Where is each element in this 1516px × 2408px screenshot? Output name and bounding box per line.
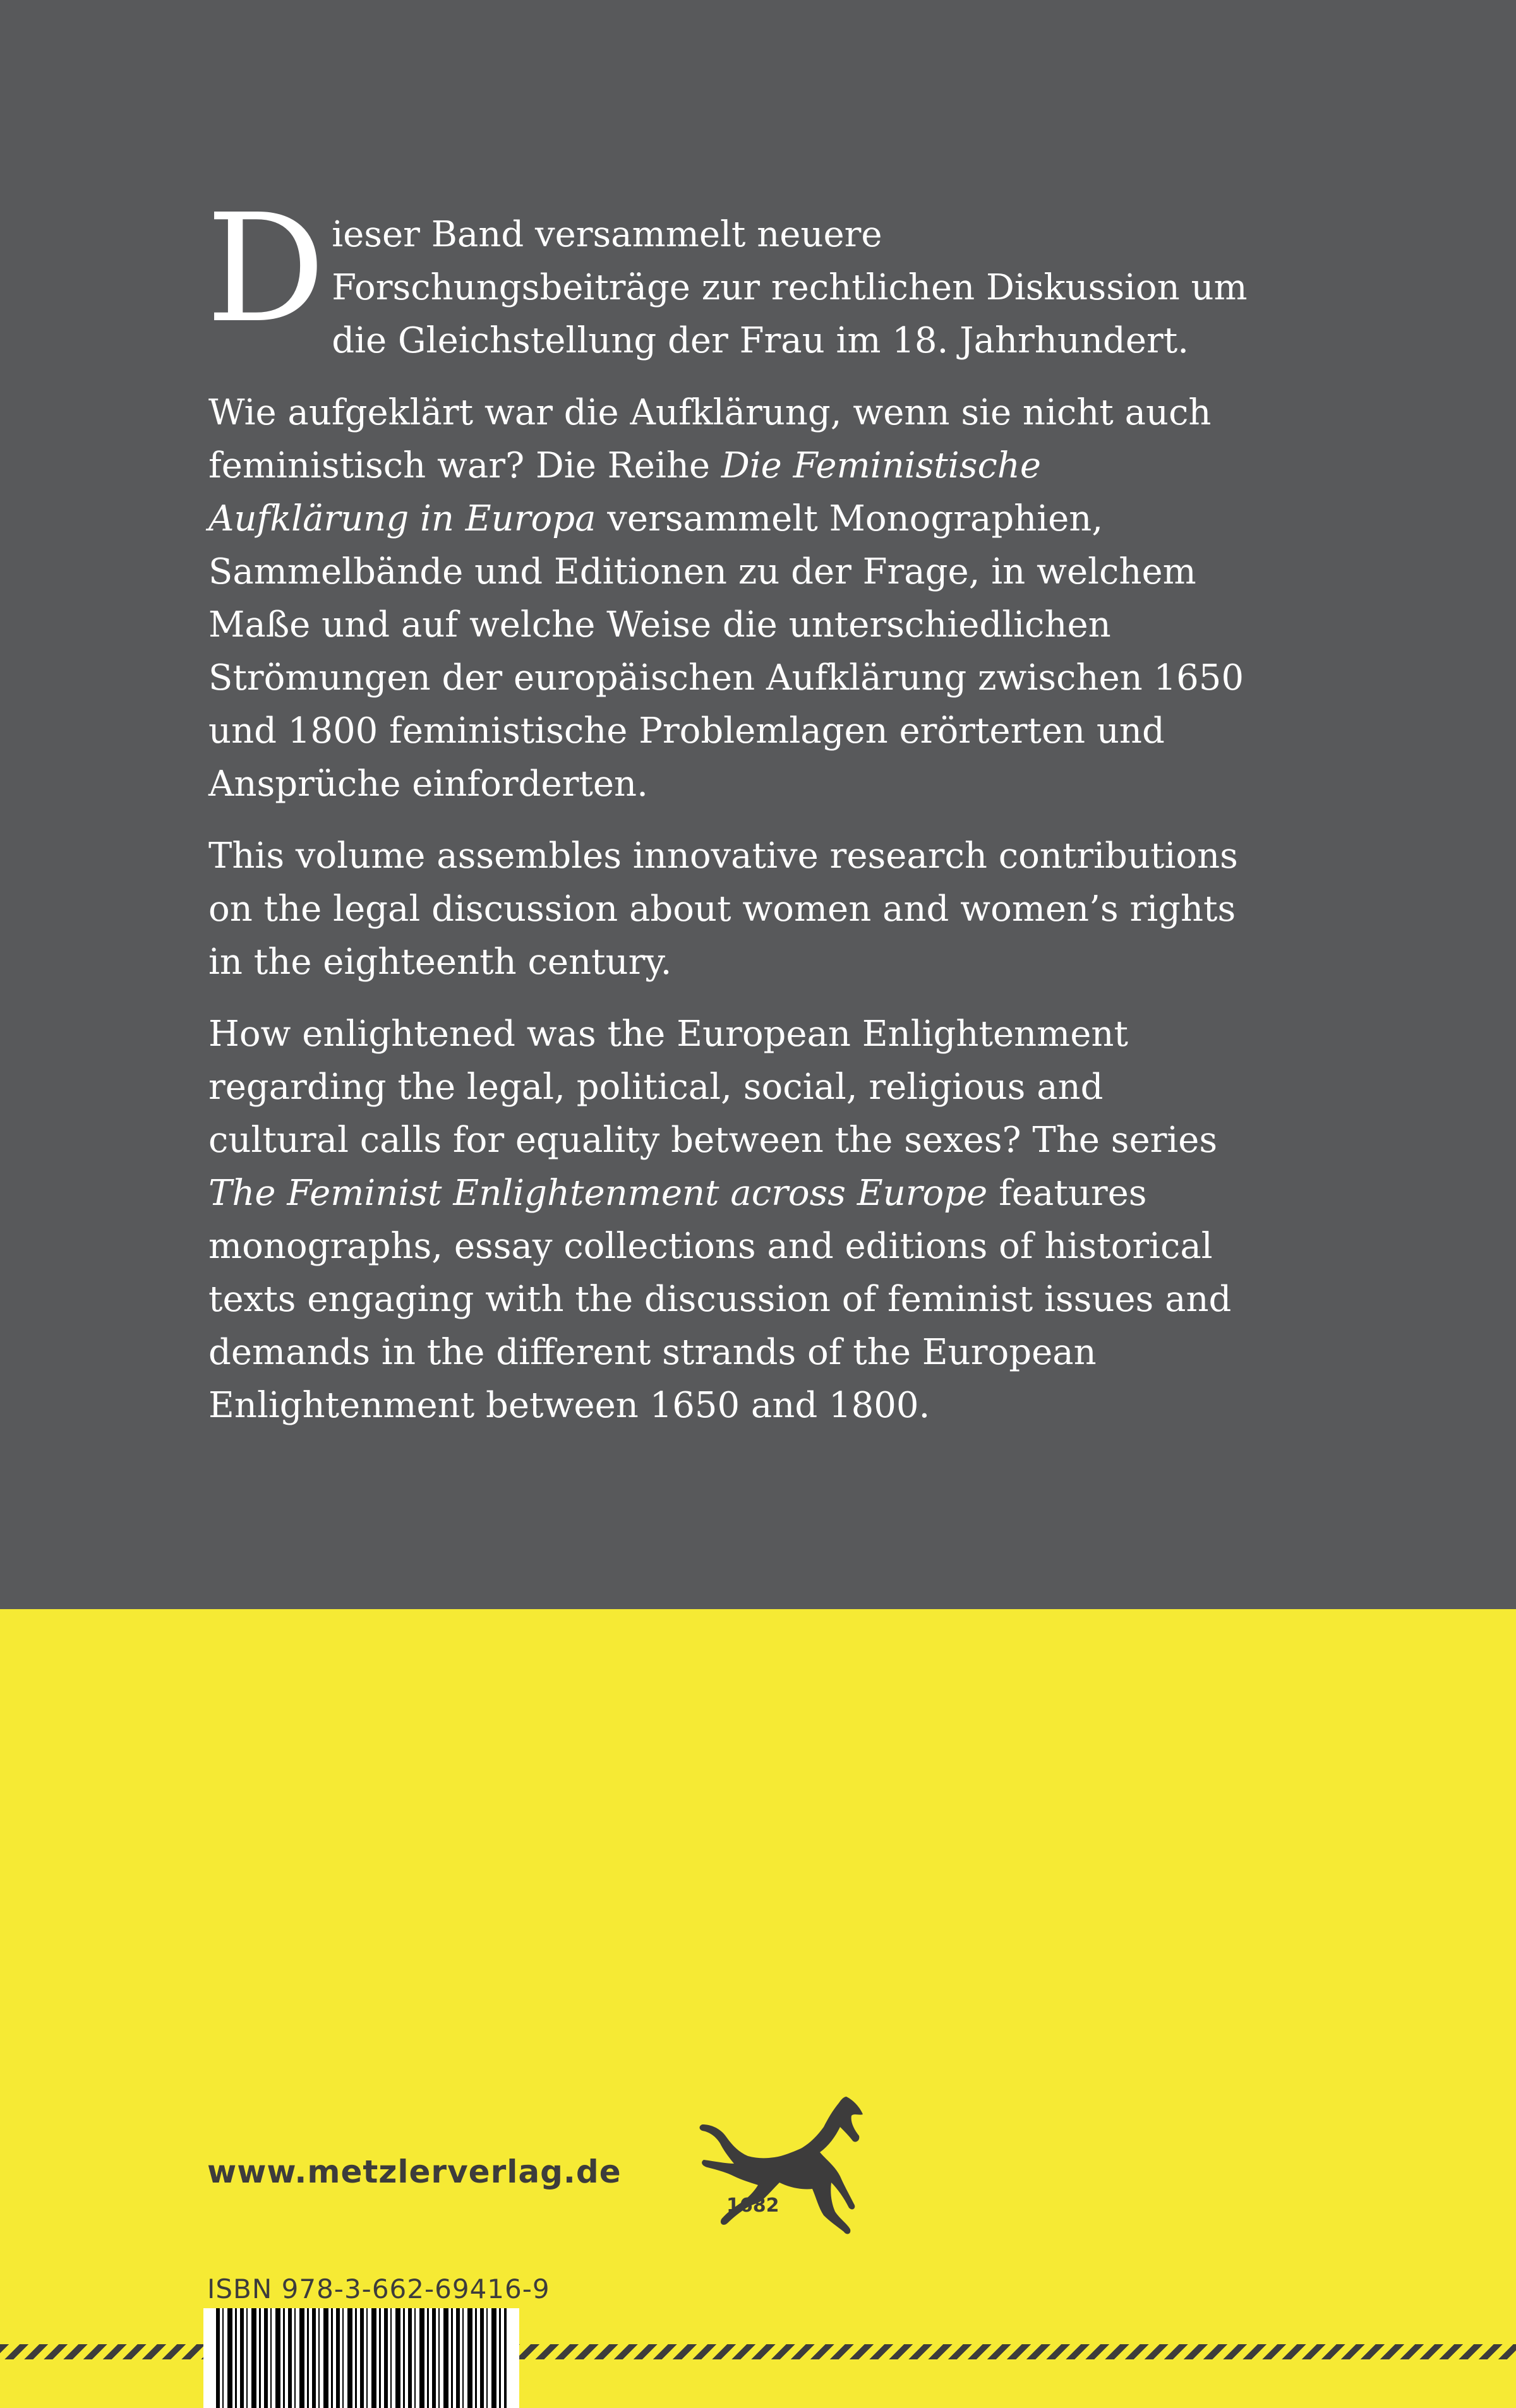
english-series-text-after: features monographs, essay collections and editions of historical texts engaging with the discussion of feminist issues and demands in the different strands of the European Enlightenment between 1650 and 1800. bbox=[208, 1173, 1232, 1426]
german-intro-text: ieser Band versammelt neuere Forschungsbeiträge zur rechtlichen Diskussion um die Gleichstellung der Frau im 18. Jahrhundert. bbox=[332, 214, 1248, 361]
logo-year: 1682 bbox=[726, 2195, 779, 2217]
german-series-text-before: Wie aufgeklärt war die Aufklärung, wenn sie nicht auch feministisch war? Die Reihe bbox=[208, 392, 1212, 486]
german-intro-paragraph bbox=[206, 182, 1251, 368]
german-series-title: Die Feministische Aufklärung in Europa bbox=[208, 445, 1042, 539]
horse-icon bbox=[689, 2078, 878, 2255]
german-series-paragraph bbox=[208, 386, 1251, 811]
english-intro-paragraph: This volume assembles innovative research contributions on the legal discussion about women and women’s rights in the eighteenth century. bbox=[208, 836, 1238, 983]
english-series-paragraph bbox=[208, 1008, 1251, 1432]
publisher-url[interactable]: www.metzlerverlag.de bbox=[207, 2153, 622, 2190]
blurb-text bbox=[206, 182, 1251, 1432]
german-series-text-after: versammelt Monographien, Sammelbände und Editionen zu der Frage, in welchem Maße und auf welche Weise die unterschiedlichen Strömungen der europäischen Aufklärung zwischen 1650 und 1800 feministische Problemlagen erörterten und Ansprüche einforderten. bbox=[208, 498, 1244, 805]
english-series-text-before: How enlightened was the European Enlightenment regarding the legal, political, social, religious and cultural calls for equality between the sexes? The series bbox=[208, 1014, 1218, 1161]
barcode bbox=[203, 2308, 519, 2408]
english-series-title: The Feminist Enlightenment across Europe bbox=[208, 1173, 988, 1214]
drop-cap: D bbox=[206, 182, 326, 356]
barcode-bars bbox=[216, 2308, 507, 2408]
isbn-number: ISBN 978-3-662-69416-9 bbox=[207, 2273, 550, 2304]
